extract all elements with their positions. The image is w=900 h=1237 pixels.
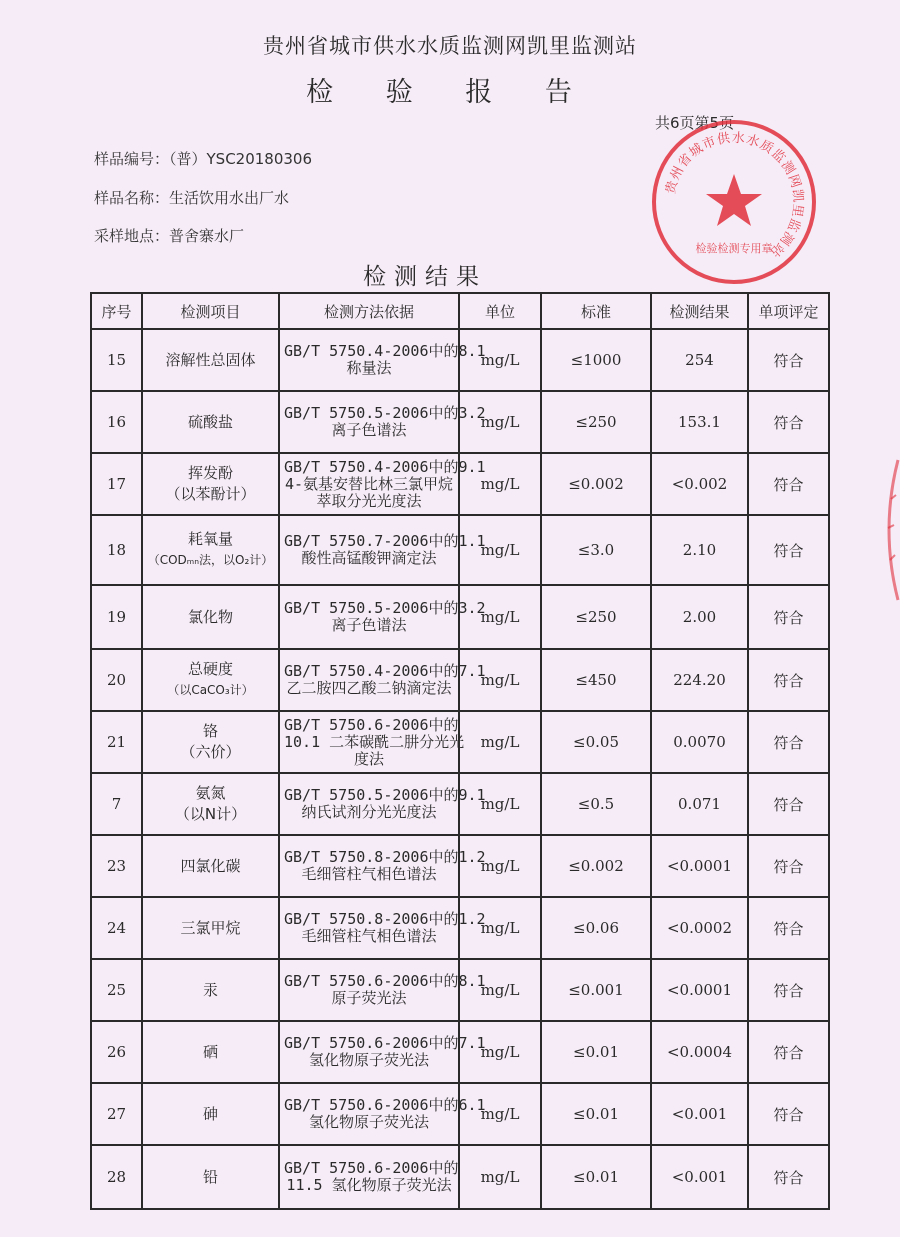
row-method-line: 4-氨基安替比林三氯甲烷 — [284, 474, 454, 493]
row-item — [142, 773, 279, 835]
row-no: 17 — [91, 453, 142, 515]
row-method-line: 度法 — [353, 749, 384, 768]
row-standard: ≤0.5 — [541, 773, 651, 835]
row-method — [279, 959, 486, 1021]
row-unit: mg/L — [459, 835, 541, 897]
row-no: 7 — [91, 773, 142, 835]
row-method-line: GB/T 5750.6-2006中的 — [284, 1159, 459, 1177]
row-item-name: 硒 — [202, 1042, 218, 1061]
table-row — [91, 773, 829, 835]
header-standard: 标准 — [541, 293, 651, 329]
table-row — [91, 1021, 829, 1083]
row-method — [279, 515, 486, 585]
table-row — [91, 391, 829, 453]
row-standard: ≤0.01 — [541, 1021, 651, 1083]
row-method-line: GB/T 5750.6-2006中的8.1 — [284, 972, 486, 990]
row-item-name: 溶解性总固体 — [165, 350, 256, 369]
header-unit: 单位 — [459, 293, 541, 329]
row-item-sub: （以N计） — [174, 805, 247, 823]
row-item-sub: （CODₘₙ法，以O₂计） — [147, 553, 274, 567]
row-method — [279, 649, 486, 711]
row-method — [279, 453, 486, 515]
row-evaluation: 符合 — [748, 453, 829, 515]
row-item — [142, 649, 279, 711]
row-result: 2.10 — [651, 515, 748, 585]
row-method-line: GB/T 5750.8-2006中的1.2 — [284, 848, 486, 866]
row-method-line: 氢化物原子荧光法 — [308, 1113, 429, 1131]
row-item — [142, 515, 279, 585]
row-evaluation: 符合 — [748, 959, 829, 1021]
row-method — [279, 1145, 459, 1209]
report-title: 检 验 报 告 — [306, 77, 594, 108]
row-method-line: GB/T 5750.4-2006中的8.1 — [284, 342, 486, 360]
row-unit: mg/L — [459, 711, 541, 773]
table-row — [91, 515, 829, 585]
row-standard: ≤1000 — [541, 329, 651, 391]
row-evaluation: 符合 — [748, 773, 829, 835]
row-result: 254 — [651, 329, 748, 391]
row-method — [279, 585, 486, 649]
row-result: 2.00 — [651, 585, 748, 649]
row-method-line: GB/T 5750.6-2006中的7.1 — [284, 1034, 486, 1052]
row-unit: mg/L — [459, 897, 541, 959]
row-method-line: 原子荧光法 — [331, 989, 407, 1007]
stamp-star-icon — [706, 174, 762, 226]
row-method-line: GB/T 5750.5-2006中的3.2 — [284, 599, 486, 617]
row-evaluation: 符合 — [748, 1083, 829, 1145]
row-result: 0.0070 — [651, 711, 748, 773]
table-header-row — [91, 293, 829, 329]
sample-id-line — [94, 148, 312, 169]
row-evaluation: 符合 — [748, 391, 829, 453]
row-method-line: GB/T 5750.5-2006中的3.2 — [284, 404, 486, 422]
row-method-line: 10.1 二苯碳酰二肼分光光 — [284, 732, 465, 751]
row-no: 20 — [91, 649, 142, 711]
row-evaluation: 符合 — [748, 329, 829, 391]
row-no: 15 — [91, 329, 142, 391]
row-method-line: GB/T 5750.8-2006中的1.2 — [284, 910, 486, 928]
row-method — [279, 1021, 486, 1083]
row-method — [279, 329, 486, 391]
row-method-line: 称量法 — [346, 359, 392, 377]
row-method-line: 酸性高锰酸钾滴定法 — [301, 549, 437, 567]
row-evaluation: 符合 — [748, 897, 829, 959]
row-result: <0.002 — [651, 453, 748, 515]
row-evaluation: 符合 — [748, 649, 829, 711]
sample-name-label: 样品名称： — [94, 189, 170, 207]
row-method-line: GB/T 5750.6-2006中的6.1 — [284, 1096, 486, 1114]
row-method-line: GB/T 5750.4-2006中的7.1 — [284, 662, 486, 680]
row-result: 0.071 — [651, 773, 748, 835]
row-item-name: 铅 — [202, 1167, 218, 1186]
official-seal-stamp — [650, 118, 818, 286]
row-item-name: 四氯化碳 — [180, 856, 241, 875]
row-method-line: 氢化物原子荧光法 — [308, 1051, 429, 1069]
table-row — [91, 329, 829, 391]
row-standard: ≤450 — [541, 649, 651, 711]
row-unit: mg/L — [459, 1083, 541, 1145]
row-standard: ≤0.05 — [541, 711, 651, 773]
row-evaluation: 符合 — [748, 515, 829, 585]
row-method — [279, 1083, 486, 1145]
row-no: 23 — [91, 835, 142, 897]
row-no: 18 — [91, 515, 142, 585]
row-unit: mg/L — [459, 453, 541, 515]
sample-id-label: 样品编号： — [94, 150, 170, 168]
row-item-sub: （以CaCO₃计） — [167, 683, 254, 697]
row-evaluation: 符合 — [748, 1021, 829, 1083]
row-standard: ≤0.001 — [541, 959, 651, 1021]
sample-location-label: 采样地点： — [94, 227, 170, 245]
row-item-name: 铬 — [202, 722, 218, 740]
row-standard: ≤250 — [541, 585, 651, 649]
row-method — [279, 391, 486, 453]
row-result: <0.0001 — [651, 959, 748, 1021]
row-method-line: 毛细管柱气相色谱法 — [301, 865, 437, 883]
row-method-line: 乙二胺四乙酸二钠滴定法 — [286, 679, 452, 697]
header-result: 检测结果 — [651, 293, 748, 329]
sample-location-value: 普舍寨水厂 — [169, 227, 245, 245]
row-method-line: 离子色谱法 — [331, 421, 407, 439]
header-evaluation: 单项评定 — [748, 293, 829, 329]
sample-name-line — [94, 187, 289, 208]
sample-name-value: 生活饮用水出厂水 — [169, 189, 290, 207]
row-evaluation: 符合 — [748, 585, 829, 649]
row-unit: mg/L — [459, 773, 541, 835]
row-item-name: 挥发酚 — [187, 464, 233, 482]
organization-name: 贵州省城市供水水质监测网凯里监测站 — [263, 34, 637, 58]
row-no: 26 — [91, 1021, 142, 1083]
row-result: <0.001 — [651, 1145, 748, 1209]
row-item-sub: （六价） — [180, 743, 241, 761]
row-no: 19 — [91, 585, 142, 649]
stamp-bottom-text: 检验检测专用章 — [695, 242, 773, 255]
row-item — [142, 391, 279, 453]
row-standard: ≤0.002 — [541, 835, 651, 897]
partial-seal-edge — [878, 455, 900, 605]
row-result: <0.001 — [651, 1083, 748, 1145]
row-result: 224.20 — [651, 649, 748, 711]
row-result: <0.0004 — [651, 1021, 748, 1083]
row-item — [142, 959, 279, 1021]
row-item — [142, 1083, 279, 1145]
row-item-name: 砷 — [202, 1104, 218, 1123]
row-method — [279, 835, 486, 897]
row-no: 16 — [91, 391, 142, 453]
row-item-name: 硫酸盐 — [187, 412, 233, 431]
row-standard: ≤0.01 — [541, 1145, 651, 1209]
page-info: 共6页第5页 — [655, 114, 735, 132]
table-row — [91, 649, 829, 711]
row-evaluation: 符合 — [748, 835, 829, 897]
table-row — [91, 897, 829, 959]
row-evaluation: 符合 — [748, 711, 829, 773]
row-method — [279, 897, 486, 959]
row-standard: ≤250 — [541, 391, 651, 453]
sample-location-line — [94, 225, 244, 246]
table-row — [91, 1145, 829, 1209]
row-unit: mg/L — [459, 649, 541, 711]
row-no: 25 — [91, 959, 142, 1021]
sample-id-value: （普）YSC20180306 — [169, 150, 313, 168]
row-item-name: 耗氧量 — [187, 530, 233, 548]
row-item — [142, 711, 279, 773]
row-evaluation: 符合 — [748, 1145, 829, 1209]
row-item-name: 氯化物 — [187, 607, 233, 626]
row-method-line: GB/T 5750.7-2006中的1.1 — [284, 532, 486, 550]
table-row — [91, 959, 829, 1021]
row-result: <0.0002 — [651, 897, 748, 959]
row-standard: ≤0.01 — [541, 1083, 651, 1145]
row-item-name: 总硬度 — [187, 660, 233, 678]
stamp-ring-text: 贵州省城市供水水质监测网凯里监测站 — [663, 130, 806, 260]
row-no: 27 — [91, 1083, 142, 1145]
row-unit: mg/L — [459, 391, 541, 453]
row-method-line: GB/T 5750.4-2006中的9.1 — [284, 457, 486, 476]
header-item: 检测项目 — [142, 293, 279, 329]
table-row — [91, 1083, 829, 1145]
results-table — [90, 292, 830, 1210]
row-standard: ≤0.06 — [541, 897, 651, 959]
row-item — [142, 453, 279, 515]
row-item — [142, 585, 279, 649]
row-unit: mg/L — [459, 959, 541, 1021]
row-item — [142, 1145, 279, 1209]
row-item — [142, 897, 279, 959]
row-unit: mg/L — [459, 1021, 541, 1083]
row-item-sub: （以苯酚计） — [165, 485, 256, 503]
row-unit: mg/L — [459, 329, 541, 391]
row-method-line: 萃取分光光度法 — [316, 491, 422, 510]
row-item-name: 氨氮 — [195, 784, 226, 802]
header-no: 序号 — [91, 293, 142, 329]
row-method — [279, 773, 486, 835]
row-item — [142, 835, 279, 897]
row-unit: mg/L — [459, 1145, 541, 1209]
row-method — [279, 711, 465, 773]
row-no: 28 — [91, 1145, 142, 1209]
row-item — [142, 1021, 279, 1083]
row-method-line: 11.5 氢化物原子荧光法 — [286, 1176, 452, 1194]
row-method-line: 离子色谱法 — [331, 616, 407, 634]
row-method-line: 毛细管柱气相色谱法 — [301, 927, 437, 945]
table-row — [91, 585, 829, 649]
row-item — [142, 329, 279, 391]
table-row — [91, 711, 829, 773]
row-standard: ≤3.0 — [541, 515, 651, 585]
row-item-name: 汞 — [202, 980, 218, 999]
row-unit: mg/L — [459, 515, 541, 585]
row-unit: mg/L — [459, 585, 541, 649]
row-method-line: GB/T 5750.6-2006中的 — [284, 715, 459, 734]
row-no: 24 — [91, 897, 142, 959]
row-result: <0.0001 — [651, 835, 748, 897]
table-row — [91, 453, 829, 515]
row-method-line: GB/T 5750.5-2006中的9.1 — [284, 786, 486, 804]
row-no: 21 — [91, 711, 142, 773]
table-row — [91, 835, 829, 897]
header-method: 检测方法依据 — [279, 293, 459, 329]
row-item-name: 三氯甲烷 — [180, 918, 241, 937]
section-title: 检测结果 — [363, 264, 487, 290]
row-standard: ≤0.002 — [541, 453, 651, 515]
row-method-line: 纳氏试剂分光光度法 — [301, 803, 437, 821]
row-result: 153.1 — [651, 391, 748, 453]
